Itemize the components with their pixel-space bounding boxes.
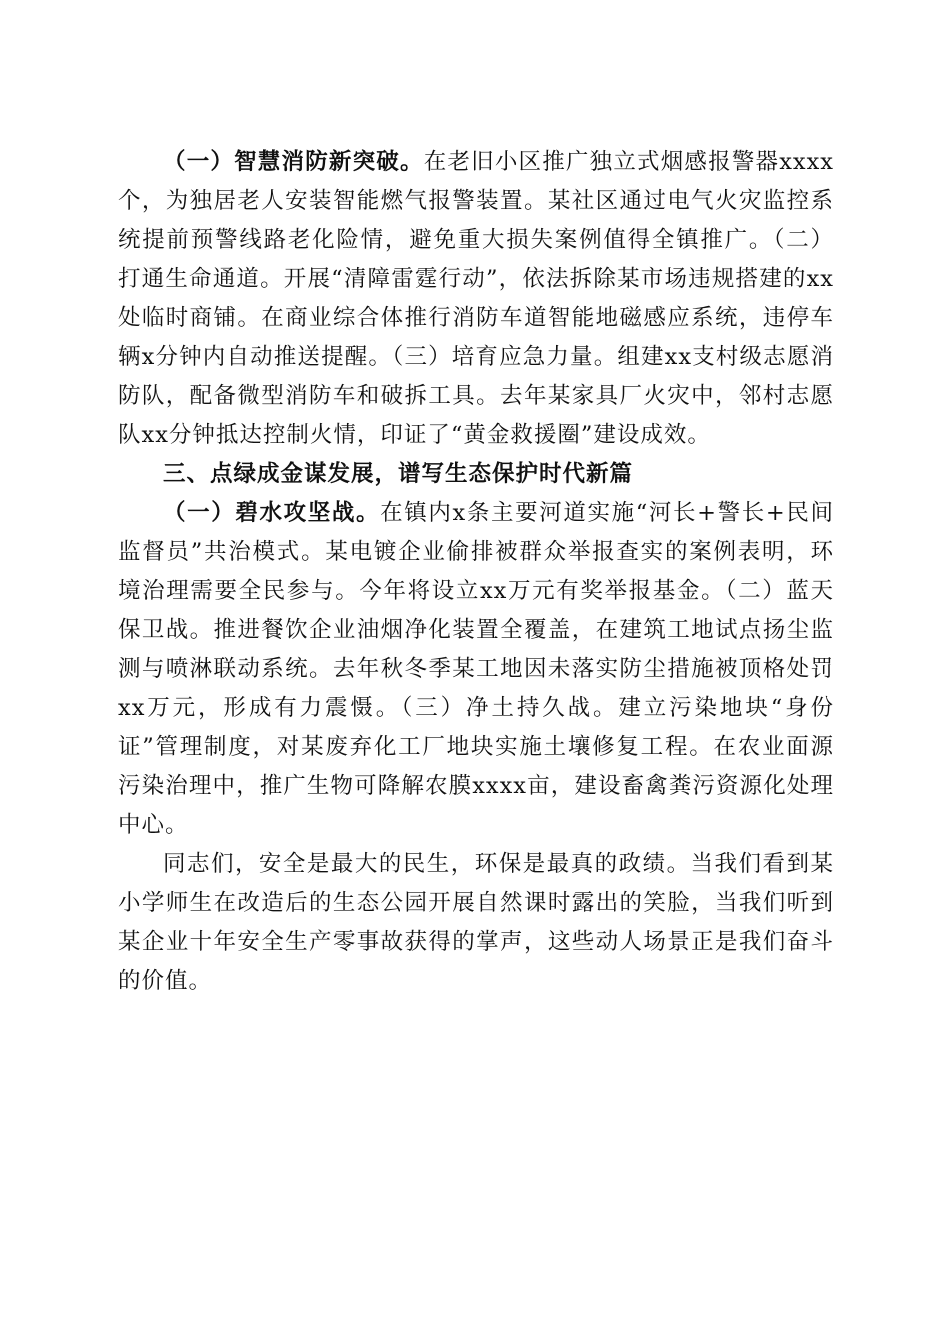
- paragraph-ecology: [118, 494, 834, 845]
- paragraph-closing: [118, 845, 834, 1001]
- section-heading: 三、点绿成金谋发展，谱写生态保护时代新篇: [163, 461, 634, 487]
- paragraph-text-ecology: 在镇内x条主要河道实施“河长+警长+民间监督员”共治模式。某电镀企业偷排被群众举报查实的案例表明，环境治理需要全民参与。今年将设立xx万元有奖举报基金。（二）蓝天保卫战。推进餐饮企业油烟净化装置全覆盖，在建筑工地试点扬尘监测与喷淋联动系统。去年秋冬季某工地因未落实防尘措施被顶格处罚xx万元，形成有力震慑。（三）净土持久战。建立污染地块“身份证”管理制度，对某废弃化工厂地块实施土壤修复工程。在农业面源污染治理中，推广生物可降解农膜xxxx亩，建设畜禽粪污资源化处理中心。: [118, 500, 834, 838]
- paragraph-text-closing: 同志们，安全是最大的民生，环保是最真的政绩。当我们看到某小学师生在改造后的生态公园开展自然课时露出的笑脸，当我们听到某企业十年安全生产零事故获得的掌声，这些动人场景正是我们奋斗的价值。: [118, 851, 834, 994]
- paragraph-lead-water: （一）碧水攻坚战。: [163, 500, 381, 526]
- paragraph-fire-safety: [118, 143, 834, 455]
- document-body: [118, 143, 834, 1001]
- paragraph-lead-smart-fire: （一）智慧消防新突破。: [163, 149, 424, 175]
- paragraph-text-fire-safety: 在老旧小区推广独立式烟感报警器xxxx个，为独居老人安装智能燃气报警装置。某社区通过电气火灾监控系统提前预警线路老化险情，避免重大损失案例值得全镇推广。（二）打通生命通道。开展“清障雷霆行动”，依法拆除某市场违规搭建的xx处临时商铺。在商业综合体推行消防车道智能地磁感应系统，违停车辆x分钟内自动推送提醒。（三）培育应急力量。组建xx支村级志愿消防队，配备微型消防车和破拆工具。去年某家具厂火灾中，邻村志愿队xx分钟抵达控制火情，印证了“黄金救援圈”建设成效。: [118, 149, 834, 448]
